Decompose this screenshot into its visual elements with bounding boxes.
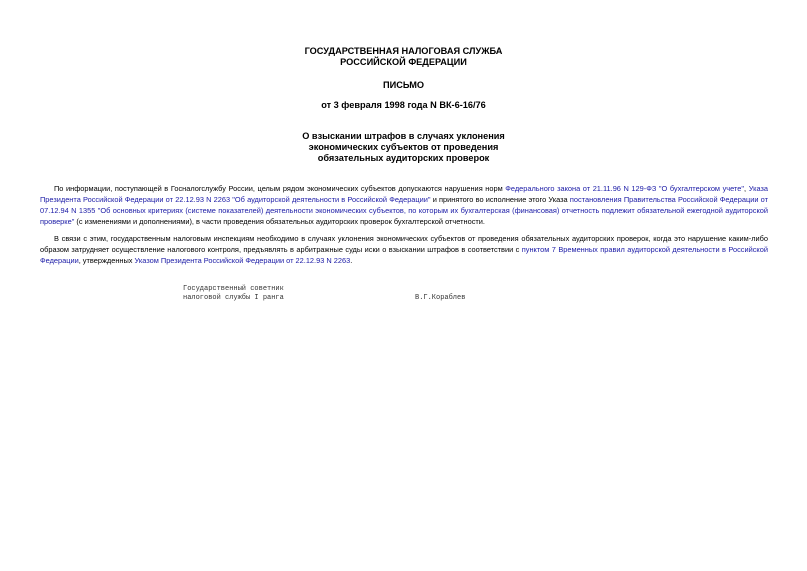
document-type: ПИСЬМО (382, 80, 425, 90)
paragraph-text: , (744, 184, 749, 193)
subject-line-3: обязательных аудиторских проверок (317, 153, 490, 163)
subject-line-1: О взыскании штрафов в случаях уклонения (302, 131, 505, 141)
body-paragraph-2 (40, 233, 768, 266)
body-paragraph-1 (40, 183, 768, 227)
signatory-name: В.Г.Кораблев (415, 294, 466, 302)
rules-clause-7-link[interactable]: пунктом 7 Временных правил аудиторской деятельности в Российской Федерации (40, 245, 768, 265)
issuing-agency (0, 46, 807, 68)
decree-link-2263-second[interactable]: Указом Президента Российской Федерации от 22.12.93 N 2263 (134, 256, 351, 265)
agency-line-2: РОССИЙСКОЙ ФЕДЕРАЦИИ (340, 57, 467, 67)
decree-link-2263[interactable]: Указа Президента Российской Федерации от 22.12.93 N 2263 "Об аудиторской деятельности в Российской Федерации" (40, 184, 768, 204)
paragraph-text: (с изменениями и дополнениями), в части проведения обязательных аудиторских проверок бухгалтерской отчетности. (74, 217, 485, 226)
paragraph-text: В связи с этим, государственным налоговым инспекциям необходимо в случаях уклонения экономических субъектов от проведения обязательных аудиторских проверок, когда это нарушение каким-либо образом затрудняет осуществление налогового контроля, предъявлять в арбитражные суды иски о взыскании штрафов в соответствии с (40, 234, 768, 254)
document-date-number: от 3 февраля 1998 года N ВК-6-16/76 (321, 100, 486, 110)
law-link-129-fz[interactable]: Федерального закона от 21.11.96 N 129-ФЗ "О бухгалтерском учете" (505, 184, 745, 193)
signatory-title-line-2: налоговой службы I ранга (183, 294, 284, 302)
paragraph-text: По информации, поступающей в Госналогслужбу России, целым рядом экономических субъектов допускаются нарушения норм (54, 184, 506, 193)
paragraph-text: , утвержденных (78, 256, 135, 265)
resolution-link-1355[interactable]: постановления Правительства Российской Федерации от 07.12.94 N 1355 "Об основных критериях (системе показателей) деятельности экономических субъектов, по которым их бухгалтерская (финансовая) отчетность подлежит обязательной ежегодной аудиторской проверке" (40, 195, 768, 226)
paragraph-text: и принятого во исполнение этого Указа (430, 195, 570, 204)
paragraph-text: . (350, 256, 353, 265)
signatory-title (183, 285, 284, 303)
subject-line-2: экономических субъектов от проведения (308, 142, 499, 152)
signatory-title-line-1: Государственный советник (183, 285, 284, 293)
agency-line-1: ГОСУДАРСТВЕННАЯ НАЛОГОВАЯ СЛУЖБА (304, 46, 503, 56)
document-subject (0, 131, 807, 164)
